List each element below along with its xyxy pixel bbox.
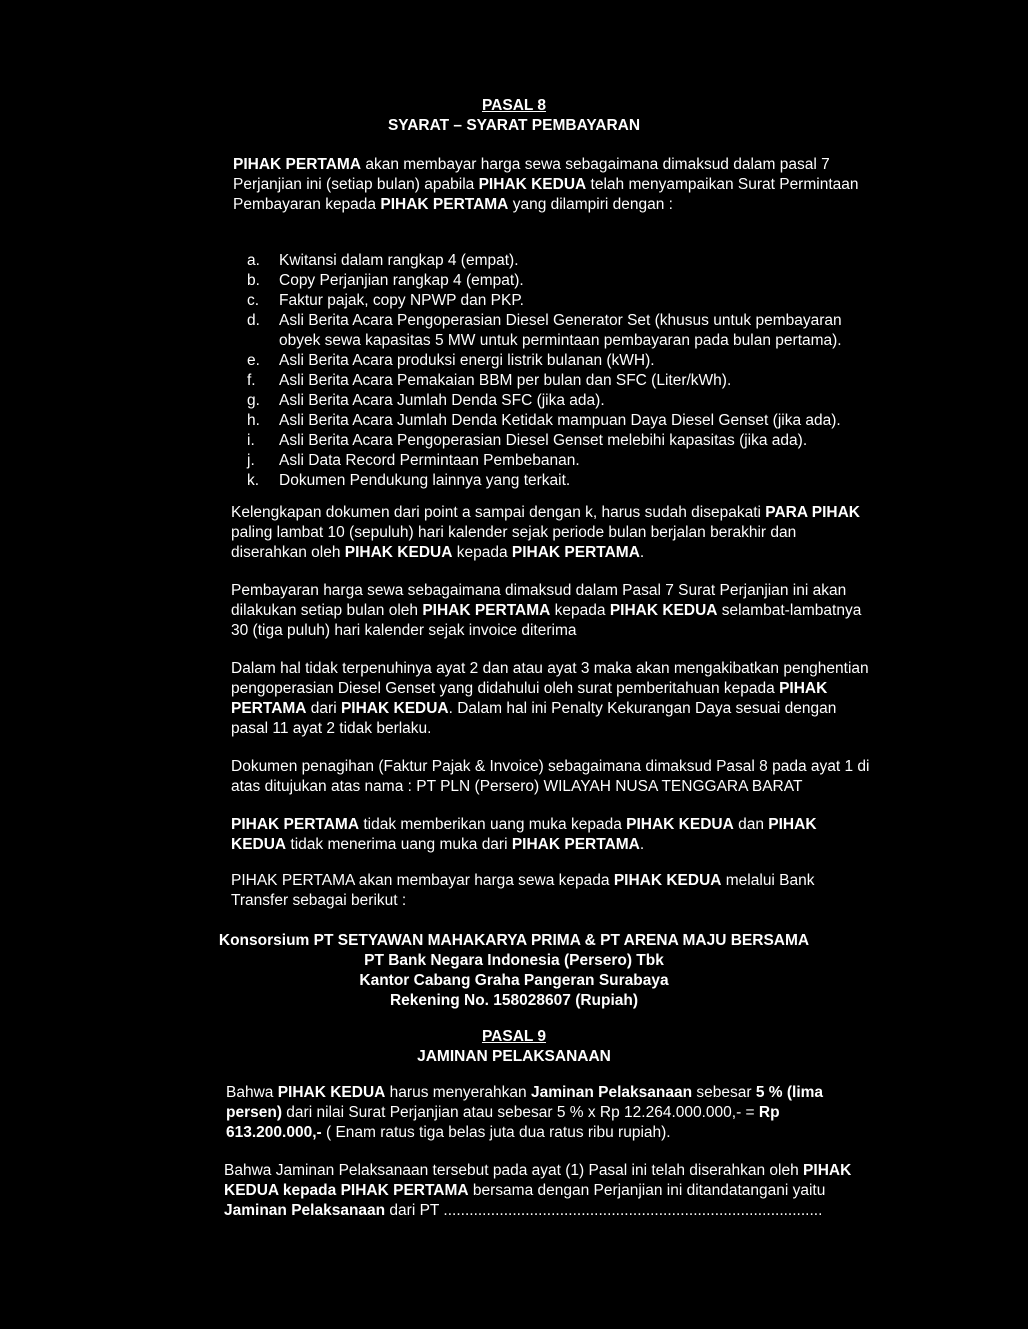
list-item: Kwitansi dalam rangkap 4 (empat). — [279, 252, 519, 269]
list-item-continuation: obyek sewa kapasitas 5 MW untuk permintaan pembayaran pada bulan pertama). — [279, 332, 842, 349]
intro-line-1: PIHAK PERTAMA akan membayar harga sewa sebagaimana dimaksud dalam pasal 7 — [233, 156, 830, 173]
list-item: Faktur pajak, copy NPWP dan PKP. — [279, 292, 524, 309]
p9-2-line-3: Jaminan Pelaksanaan dari PT ........................................................................................ — [224, 1202, 823, 1219]
p7-line-1: PIHAK PERTAMA akan membayar harga sewa kepada PIHAK KEDUA melalui Bank — [231, 872, 815, 889]
p5-line-2: atas ditujukan atas nama : PT PLN (Persero) WILAYAH NUSA TENGGARA BARAT — [231, 778, 803, 795]
p2-line-3: diserahkan oleh PIHAK KEDUA kepada PIHAK PERTAMA. — [231, 544, 645, 561]
intro-line-3: Pembayaran kepada PIHAK PERTAMA yang dilampiri dengan : — [233, 196, 673, 213]
list-item: Copy Perjanjian rangkap 4 (empat). — [279, 272, 524, 289]
bank-branch: Kantor Cabang Graha Pangeran Surabaya — [359, 972, 669, 989]
p9-1-line-2: persen) dari nilai Surat Perjanjian atau sebesar 5 % x Rp 12.264.000.000,- = Rp — [226, 1104, 780, 1121]
pasal-9-title: JAMINAN PELAKSANAAN — [417, 1048, 611, 1065]
bank-name: PT Bank Negara Indonesia (Persero) Tbk — [364, 952, 664, 969]
list-item-label: d. — [247, 312, 260, 329]
p9-1-line-1: Bahwa PIHAK KEDUA harus menyerahkan Jaminan Pelaksanaan sebesar 5 % (lima — [226, 1084, 824, 1101]
list-item: Asli Berita Acara Jumlah Denda Ketidak mampuan Daya Diesel Genset (jika ada). — [279, 412, 841, 429]
list-item-label: b. — [247, 272, 260, 289]
p9-2-line-2: KEDUA kepada PIHAK PERTAMA bersama dengan Perjanjian ini ditandatangani yaitu — [224, 1182, 826, 1199]
p3-line-3: 30 (tiga puluh) hari kalender sejak invoice diterima — [231, 622, 577, 639]
list-item: Asli Data Record Permintaan Pembebanan. — [279, 452, 580, 469]
list-item-label: e. — [247, 352, 260, 369]
list-item: Asli Berita Acara produksi energi listrik bulanan (kWH). — [279, 352, 655, 369]
p2-line-1: Kelengkapan dokumen dari point a sampai dengan k, harus sudah disepakati PARA PIHAK — [231, 504, 860, 521]
intro-line-2: Perjanjian ini (setiap bulan) apabila PIHAK KEDUA telah menyampaikan Surat Permintaan — [233, 176, 859, 193]
p6-line-2: KEDUA tidak menerima uang muka dari PIHAK PERTAMA. — [231, 836, 645, 853]
list-item: Asli Berita Acara Pengoperasian Diesel Generator Set (khusus untuk pembayaran — [279, 312, 842, 329]
pasal-9-heading: PASAL 9 — [481, 1028, 547, 1045]
p9-1-line-3: 613.200.000,- ( Enam ratus tiga belas juta dua ratus ribu rupiah). — [226, 1124, 671, 1141]
bank-account-number: Rekening No. 158028607 (Rupiah) — [389, 992, 639, 1009]
p5-line-1: Dokumen penagihan (Faktur Pajak & Invoice) sebagaimana dimaksud Pasal 8 pada ayat 1 di — [231, 758, 870, 775]
list-item: Asli Berita Acara Pemakaian BBM per bulan dan SFC (Liter/kWh). — [279, 372, 732, 389]
p3-line-2: dilakukan setiap bulan oleh PIHAK PERTAMA kepada PIHAK KEDUA selambat-lambatnya — [231, 602, 862, 619]
p6-line-1: PIHAK PERTAMA tidak memberikan uang muka kepada PIHAK KEDUA dan PIHAK — [231, 816, 817, 833]
list-item-label: c. — [247, 292, 260, 309]
p4-line-1: Dalam hal tidak terpenuhinya ayat 2 dan atau ayat 3 maka akan mengakibatkan penghentian — [231, 660, 869, 677]
list-item-label: a. — [247, 252, 260, 269]
pasal-8-heading: PASAL 8 — [481, 97, 547, 114]
list-item-label: h. — [247, 412, 260, 429]
list-item-label: k. — [247, 472, 260, 489]
bank-account-holder: Konsorsium PT SETYAWAN MAHAKARYA PRIMA & PT ARENA MAJU BERSAMA — [218, 932, 810, 949]
list-item: Asli Berita Acara Pengoperasian Diesel Genset melebihi kapasitas (jika ada). — [279, 432, 808, 449]
p7-line-2: Transfer sebagai berikut : — [231, 892, 407, 909]
p2-line-2: paling lambat 10 (sepuluh) hari kalender sejak periode bulan berjalan berakhir dan — [231, 524, 797, 541]
list-item-label: i. — [247, 432, 255, 449]
list-item-label: j. — [247, 452, 255, 469]
p4-line-3: PERTAMA dari PIHAK KEDUA. Dalam hal ini Penalty Kekurangan Daya sesuai dengan — [231, 700, 837, 717]
list-item: Asli Berita Acara Jumlah Denda SFC (jika ada). — [279, 392, 605, 409]
list-item-label: g. — [247, 392, 260, 409]
p4-line-2: pengoperasian Diesel Genset yang didahului oleh surat pemberitahuan kepada PIHAK — [231, 680, 828, 697]
p4-line-4: pasal 11 ayat 2 tidak berlaku. — [231, 720, 432, 737]
pasal-8-title: SYARAT – SYARAT PEMBAYARAN — [387, 117, 641, 134]
p3-line-1: Pembayaran harga sewa sebagaimana dimaksud dalam Pasal 7 Surat Perjanjian ini akan — [231, 582, 847, 599]
p9-2-line-1: Bahwa Jaminan Pelaksanaan tersebut pada ayat (1) Pasal ini telah diserahkan oleh PIHAK — [224, 1162, 852, 1179]
list-item: Dokumen Pendukung lainnya yang terkait. — [279, 472, 571, 489]
list-item-label: f. — [247, 372, 256, 389]
